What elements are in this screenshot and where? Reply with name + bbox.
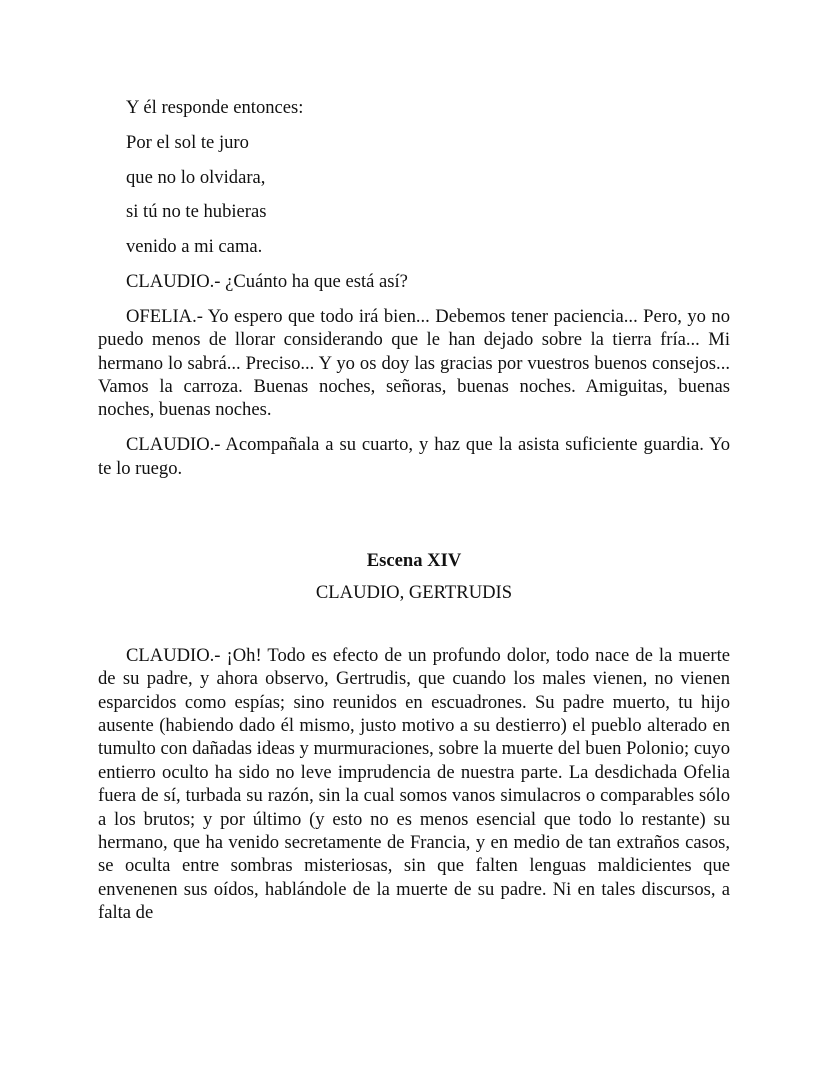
scene-characters: CLAUDIO, GERTRUDIS	[315, 582, 513, 604]
verse-line: venido a mi cama.	[126, 236, 263, 258]
verse-line: si tú no te hubieras	[126, 201, 267, 223]
dialogue-paragraph-claudio: CLAUDIO.- Acompañala a su cuarto, y haz que la asista suficiente guardia. Yo te lo ruego.	[98, 434, 730, 479]
verse-line: Y él responde entonces:	[126, 97, 304, 118]
document-page	[98, 96, 730, 936]
scene-title: Escena XIV	[366, 550, 462, 572]
verse-line: que no lo olvidara,	[126, 166, 266, 188]
dialogue-paragraph-ofelia: OFELIA.- Yo espero que todo irá bien... Debemos tener paciencia... Pero, yo no puedo menos de llorar considerando que le han dejado sobre la tierra fría... Mi hermano lo sabrá... Preciso... Y yo os doy las gracias por vuestros buenos consejos... Vamos la carroza. Buenas noches, señoras, buenas noches. Amiguitas, buenas noches, buenas noches.	[98, 305, 730, 421]
verse-line: Por el sol te juro	[126, 131, 249, 153]
dialogue-line-claudio: CLAUDIO.- ¿Cuánto ha que está así?	[126, 270, 408, 292]
scene-body	[98, 644, 730, 925]
dialogue-paragraph-claudio: CLAUDIO.- ¡Oh! Todo es efecto de un profundo dolor, todo nace de la muerte de su padre, y ahora observo, Gertrudis, que cuando los males vienen, no vienen esparcidos como espías; sino reunidos en escuadrones. Su padre muerto, tu hijo ausente (habiendo dado él mismo, justo motivo a su destierro) el pueblo alterado en tumulto con dañadas ideas y murmuraciones, sobre la muerte del buen Polonio; cuyo entierro oculto ha sido no leve imprudencia de nuestra parte. La desdichada Ofelia fuera de sí, turbada su razón, sin la cual somos vanos simulacros o comparables sólo a los brutos; y por último (y esto no es menos esencial que todo lo restante) su hermano, que ha venido secretamente de Francia, y en medio de tan extraños casos, se oculta entre sombras misteriosas, sin que falten lenguas maldicientes que envenenen sus oídos, hablándole de la muerte de su padre. Ni en tales discursos, a falta de	[98, 644, 730, 924]
